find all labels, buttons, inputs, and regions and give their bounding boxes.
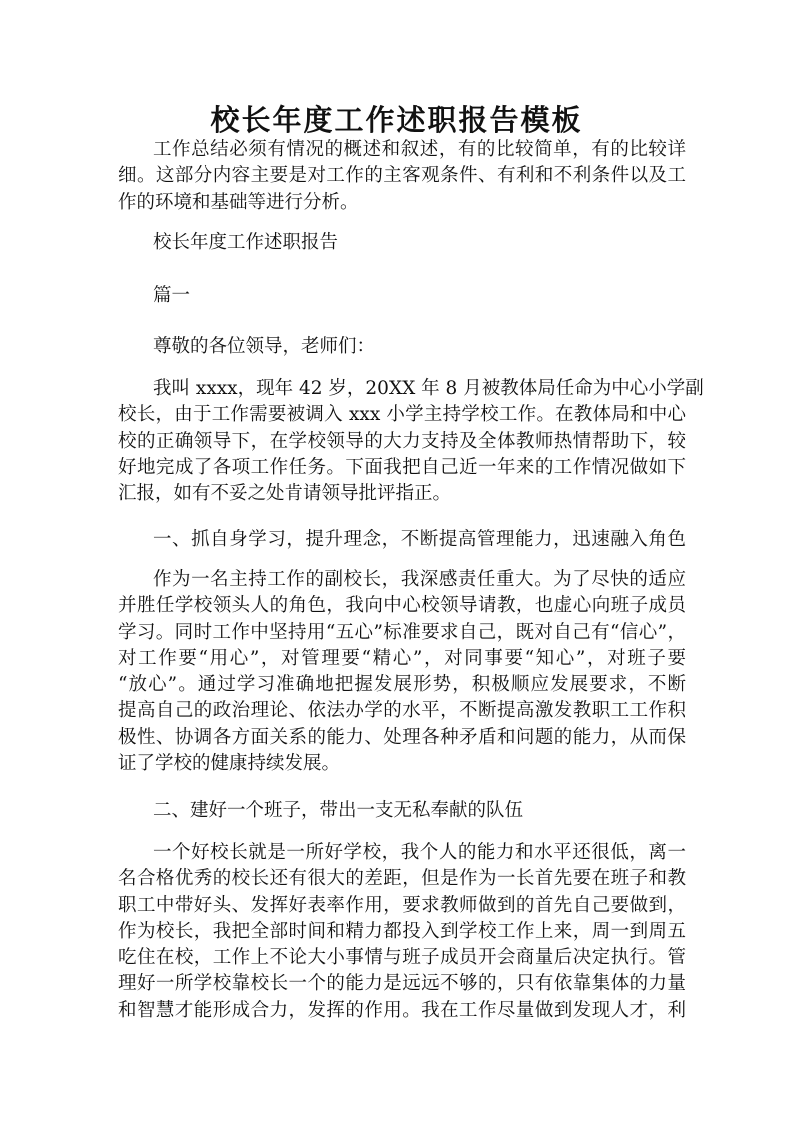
- text-line: 作为校长，我把全部时间和精力都投入到学校工作上来，周一到周五: [118, 920, 686, 942]
- section-heading-1: 一、抓自身学习，提升理念，不断提高管理能力，迅速融入角色: [153, 529, 686, 550]
- text-line: 工作总结必须有情况的概述和叙述，有的比较简单，有的比较详: [153, 139, 686, 160]
- text-line: 细。这部分内容主要是对工作的主客观条件、有利和不利条件以及工: [118, 165, 686, 187]
- text-line: 提高自己的政治理论、依法办学的水平，不断提高激发教职工工作积: [118, 700, 686, 722]
- text-line: 对工作要“用心”，对管理要“精心”，对同事要“知心”，对班子要: [118, 647, 686, 669]
- intro-paragraph: [118, 137, 686, 216]
- text-line: 校的正确领导下，在学校领导的大力支持及全体教师热情帮助下，较: [118, 430, 686, 452]
- document-title: 校长年度工作述职报告模板: [210, 103, 583, 137]
- paragraph-3: [118, 840, 686, 1024]
- paragraph-1: [118, 376, 704, 507]
- text-line: 作为一名主持工作的副校长，我深感责任重大。为了尽快的适应: [153, 569, 686, 590]
- section-heading-2: 二、建好一个班子，带出一支无私奉献的队伍: [153, 800, 524, 821]
- paragraph-2: [118, 567, 686, 777]
- text-line: “放心”。通过学习准确地把握发展形势，积极顺应发展要求，不断: [118, 674, 686, 696]
- text-line: 好地完成了各项工作任务。下面我把自己近一年来的工作情况做如下: [118, 456, 686, 478]
- text-line: 理好一所学校靠校长一个的能力是远远不够的，只有依靠集体的力量: [118, 973, 686, 995]
- text-line: 并胜任学校领头人的角色，我向中心校领导请教，也虚心向班子成员: [118, 595, 686, 617]
- salutation: 尊敬的各位领导，老师们：: [153, 336, 376, 357]
- text-line: 我叫 xxxx，现年 42 岁，20XX 年 8 月被教体局任命为中心小学副: [153, 378, 704, 399]
- text-line: 职工中带好头、发挥好表率作用，要求教师做到的首先自己要做到，: [118, 894, 686, 916]
- text-line: 作的环境和基础等进行分析。: [118, 191, 359, 213]
- text-line: 名合格优秀的校长还有很大的差距，但是作为一长首先要在班子和教: [118, 868, 686, 890]
- text-line: 校长，由于工作需要被调入 xxx 小学主持学校工作。在教体局和中心: [118, 404, 686, 426]
- text-line: 极性、协调各方面关系的能力、处理各种矛盾和问题的能力，从而保: [118, 726, 686, 748]
- text-line: 和智慧才能形成合力，发挥的作用。我在工作尽量做到发现人才，利: [118, 999, 686, 1021]
- text-line: 学习。同时工作中坚持用“五心”标准要求自己，既对自己有“信心”，: [118, 621, 686, 643]
- text-line: 汇报，如有不妥之处肯请领导批评指正。: [118, 483, 452, 505]
- subtitle: 校长年度工作述职报告: [153, 232, 339, 253]
- text-line: 一个好校长就是一所好学校，我个人的能力和水平还很低，离一: [153, 842, 686, 863]
- part-label: 篇一: [153, 285, 191, 306]
- text-line: 证了学校的健康持续发展。: [118, 753, 341, 775]
- text-line: 吃住在校，工作上不论大小事情与班子成员开会商量后决定执行。管: [118, 947, 686, 969]
